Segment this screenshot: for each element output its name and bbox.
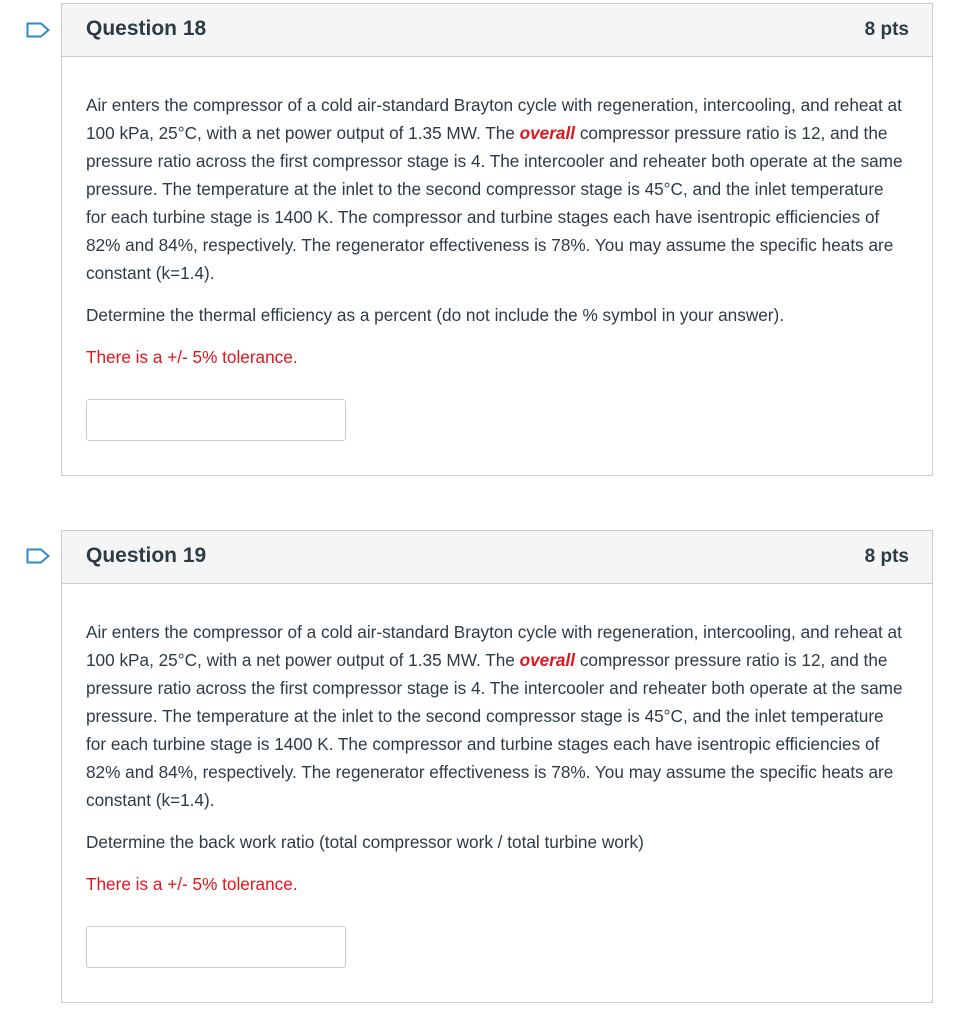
question-prompt: Determine the back work ratio (total compressor work / total turbine work) xyxy=(86,832,644,852)
question-text-part2: compressor pressure ratio is 12, and the pressure ratio across the first compressor stage is 4. The intercooler and reheater both operate at the same pressure. The temperature at the inlet to the second compressor stage is 45°C, and the inlet temperature for each turbine stage is 1400 K. The compressor and turbine stages each have isentropic efficiencies of 82% and 84%, respectively. The regenerator effectiveness is 78%. You may assume the specific heats are constant (k=1.4). xyxy=(86,650,903,810)
answer-input[interactable] xyxy=(86,926,346,968)
question-body xyxy=(62,584,932,1002)
tolerance-note: There is a +/- 5% tolerance. xyxy=(86,874,298,894)
question-text-emphasis: overall xyxy=(519,650,576,670)
question-prompt: Determine the thermal efficiency as a percent (do not include the % symbol in your answer). xyxy=(86,305,785,325)
question-text-part1: Air enters the compressor of a cold air-standard Brayton cycle with regeneration, intercooling, and reheat at 100 kPa, 25°C, with a net power output of 1.35 MW. The xyxy=(86,95,902,143)
question-text xyxy=(86,91,908,287)
question-text xyxy=(86,618,908,814)
question-title: Question 19 xyxy=(86,544,207,567)
tolerance-note: There is a +/- 5% tolerance. xyxy=(86,347,298,367)
answer-input[interactable] xyxy=(86,399,346,441)
question-points: 8 pts xyxy=(864,19,909,40)
question-card xyxy=(61,530,933,1003)
question-title: Question 18 xyxy=(86,17,207,40)
flag-bookmark-icon[interactable] xyxy=(26,548,50,564)
question-card xyxy=(61,3,933,476)
question-header xyxy=(62,531,932,584)
question-points: 8 pts xyxy=(864,546,909,567)
flag-bookmark-icon[interactable] xyxy=(26,22,50,38)
question-text-part1: Air enters the compressor of a cold air-standard Brayton cycle with regeneration, intercooling, and reheat at 100 kPa, 25°C, with a net power output of 1.35 MW. The xyxy=(86,622,902,670)
question-header xyxy=(62,4,932,57)
question-text-part2: compressor pressure ratio is 12, and the pressure ratio across the first compressor stage is 4. The intercooler and reheater both operate at the same pressure. The temperature at the inlet to the second compressor stage is 45°C, and the inlet temperature for each turbine stage is 1400 K. The compressor and turbine stages each have isentropic efficiencies of 82% and 84%, respectively. The regenerator effectiveness is 78%. You may assume the specific heats are constant (k=1.4). xyxy=(86,123,903,283)
question-text-emphasis: overall xyxy=(519,123,576,143)
question-body xyxy=(62,57,932,475)
